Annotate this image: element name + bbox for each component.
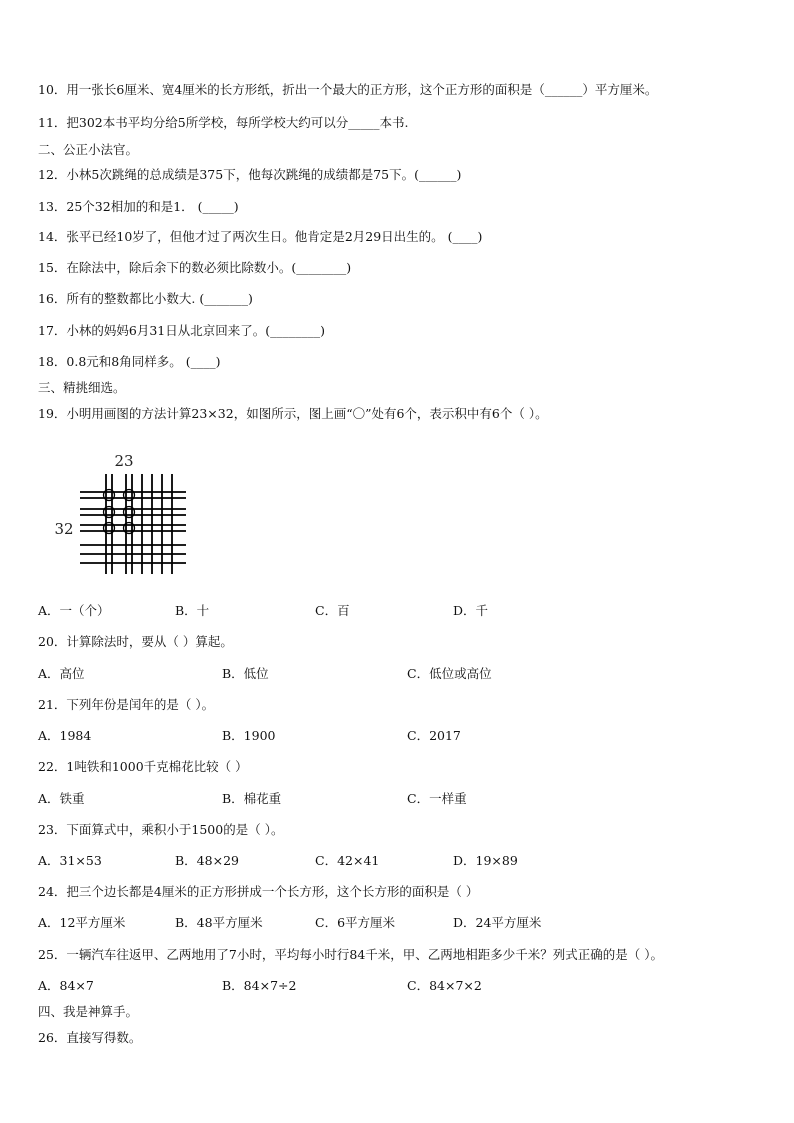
section-heading-2: 二、公正小法官。 [38,142,139,157]
q19-option-c: C．百 [315,603,350,618]
section-heading-3: 三、精挑细选。 [38,380,126,395]
q25-option-b: B．84×7÷2 [222,978,297,993]
q21-option-b: B．1900 [222,728,276,743]
q21-option-a: A．1984 [38,728,92,743]
q21-option-c: C．2017 [407,728,461,743]
multiplication-line-diagram [48,448,198,584]
top-factor-label: 23 [114,452,134,470]
question-19: 19．小明用画图的方法计算23×32，如图所示，图上画“〇”处有6个，表示积中有6个（ ）。 [38,406,548,421]
question-21: 21．下列年份是闰年的是（ ）。 [38,697,215,712]
question-14: 14．张平已经10岁了，但他才过了两次生日。他肯定是2月29日出生的。 (____) [38,229,483,244]
q25-option-a: A．84×7 [38,978,94,993]
q23-option-d: D．19×89 [453,853,518,868]
question-17: 17．小林的妈妈6月31日从北京回来了。(________) [38,323,326,338]
question-12: 12．小林5次跳绳的总成绩是375下，他每次跳绳的成绩都是75下。(______) [38,167,462,182]
question-15: 15．在除法中，除后余下的数必须比除数小。(________) [38,260,352,275]
question-11: 11．把302本书平均分给5所学校，每所学校大约可以分_____本书. [38,115,409,130]
question-10: 10．用一张长6厘米、宽4厘米的长方形纸，折出一个最大的正方形，这个正方形的面积是（______）平方厘米。 [38,82,658,97]
question-24: 24．把三个边长都是4厘米的正方形拼成一个长方形，这个长方形的面积是（ ） [38,884,479,899]
line-diagram-svg [48,448,198,584]
q23-option-b: B．48×29 [175,853,239,868]
q24-option-c: C．6平方厘米 [315,915,396,930]
horizontal-lines [80,492,186,563]
question-20: 20．计算除法时，要从（ ）算起。 [38,634,233,649]
left-factor-label: 32 [54,520,74,538]
question-26: 26．直接写得数。 [38,1030,142,1045]
q24-option-d: D．24平方厘米 [453,915,542,930]
q20-option-c: C．低位或高位 [407,666,492,681]
q22-option-a: A．铁重 [38,791,85,806]
question-18: 18．0.8元和8角同样多。 (____) [38,354,221,369]
q23-option-c: C．42×41 [315,853,380,868]
q24-option-a: A．12平方厘米 [38,915,126,930]
q25-option-c: C．84×7×2 [407,978,482,993]
question-25: 25．一辆汽车往返甲、乙两地用了7小时，平均每小时行84千米，甲、乙两地相距多少千米？列式正确的是（ ）。 [38,947,663,962]
q19-option-a: A．一（个） [38,603,110,618]
q20-option-b: B．低位 [222,666,269,681]
question-13: 13．25个32相加的和是1． (_____) [38,199,239,214]
q23-option-a: A．31×53 [38,853,102,868]
q22-option-c: C．一样重 [407,791,467,806]
section-heading-4: 四、我是神算手。 [38,1004,139,1019]
q19-option-b: B．十 [175,603,210,618]
question-22: 22．1吨铁和1000千克棉花比较（ ） [38,759,248,774]
q20-option-a: A．高位 [38,666,85,681]
intersection-circles [104,490,135,534]
q24-option-b: B．48平方厘米 [175,915,263,930]
q22-option-b: B．棉花重 [222,791,282,806]
vertical-lines [106,474,172,574]
question-16: 16．所有的整数都比小数大. (_______) [38,291,253,306]
question-23: 23．下面算式中，乘积小于1500的是（ ）。 [38,822,284,837]
q19-option-d: D．千 [453,603,489,618]
